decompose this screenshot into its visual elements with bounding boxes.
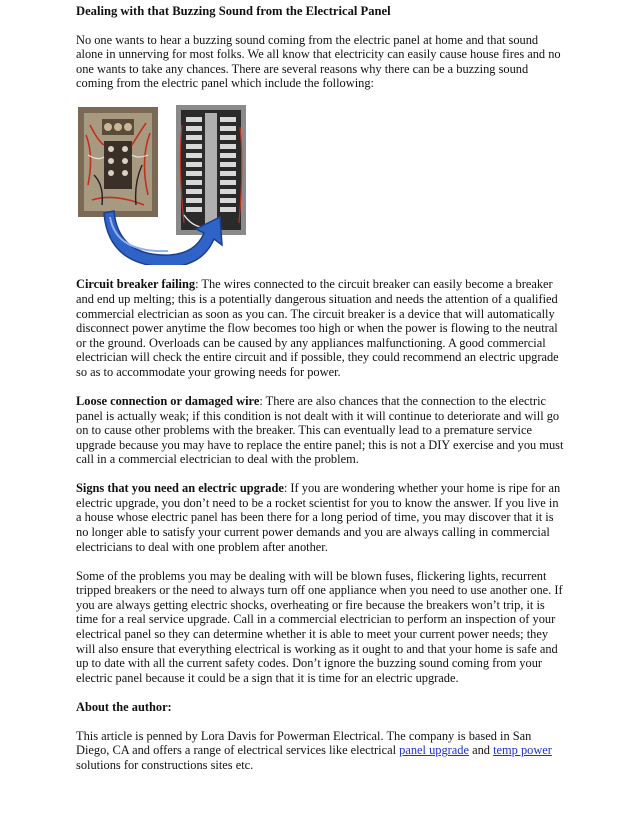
old-fuse-panel-image (78, 107, 158, 217)
article (76, 4, 566, 787)
section-circuit-breaker (76, 277, 566, 379)
author-text: and (469, 743, 494, 758)
article-title: Dealing with that Buzzing Sound from the Electrical Panel (76, 4, 391, 18)
panel-upgrade-illustration (74, 105, 264, 265)
section-body: : The wires connected to the circuit breaker can easily become a breaker and end up melting; this is a potentially dangerous situation and needs the attention of a qualified commercial electrician as soon as you can. The circuit breaker is a device that will automatically disconnect power anytime the flow becomes too high or when the power is flowing to the neutral or the ground. Overloads can be caused by any appliances malfunctioning. A good commercial electrician will check the entire circuit and if possible, they could recommend an electric upgrade so as to accommodate your growing needs for power. (76, 277, 559, 379)
section-electric-upgrade (76, 481, 566, 554)
section-heading: Loose connection or damaged wire (76, 393, 260, 408)
intro-paragraph: No one wants to hear a buzzing sound coming from the electric panel at home and that sound alone in unnerving for most folks. We all know that electricity can easily cause house fires and no one wants to take any chances. There are several reasons why there can be a buzzing sound coming from the electric panel which include the following: (76, 32, 561, 91)
author-text: This article is penned by Lora Davis for Powerman Electrical. The company is based in San Diego, CA and offers a range of electrical services like electrical (76, 728, 532, 758)
section-body: : If you are wondering whether your home is ripe for an electric upgrade, you don’t need to be a rocket scientist for you to know the answer. If you live in a house whose electric panel has been there for a long period of time, you may discover that it is no longer able to satisfy your current power demands and you are always calling in commercial electricians to deal with one problem after another. (76, 481, 561, 554)
author-heading: About the author: (76, 699, 172, 714)
section-loose-connection (76, 394, 566, 467)
section-body: : There are also chances that the connection to the electric panel is actually weak; if this condition is not dealt with it will continue to deteriorate and will go on to cause other problems with the breaker. This can eventually lead to a premature service upgrade because you may have to replace the entire panel; this is not a DIY exercise and you must call in a commercial electrician to deal with the problem. (76, 393, 564, 467)
panel-upgrade-link[interactable]: panel upgrade (399, 743, 469, 758)
section-heading: Circuit breaker failing (76, 277, 196, 292)
author-paragraph (76, 729, 566, 773)
section-heading: Signs that you need an electric upgrade (76, 481, 284, 496)
author-text: solutions for constructions sites etc. (76, 757, 254, 772)
new-breaker-panel-image (176, 105, 246, 235)
temp-power-link[interactable]: temp power (493, 743, 552, 758)
problems-paragraph: Some of the problems you may be dealing with will be blown fuses, flickering lights, recurrent tripped breakers or the need to always turn off one appliance when you need to use another one. If you are always getting electric shocks, overheating or fire because the breakers won’t trip, it is time for a real service upgrade. Call in a commercial electrician to perform an inspection of your electrical panel so they can determine whether it is able to meet your current power needs; they will also ensure that everything electrical is working as it ought to and that your home is safe and up to date with all the current safety codes. Don’t ignore the buzzing sound coming from your electric panel because it could be a sign that it is time for an electric upgrade. (76, 568, 563, 685)
